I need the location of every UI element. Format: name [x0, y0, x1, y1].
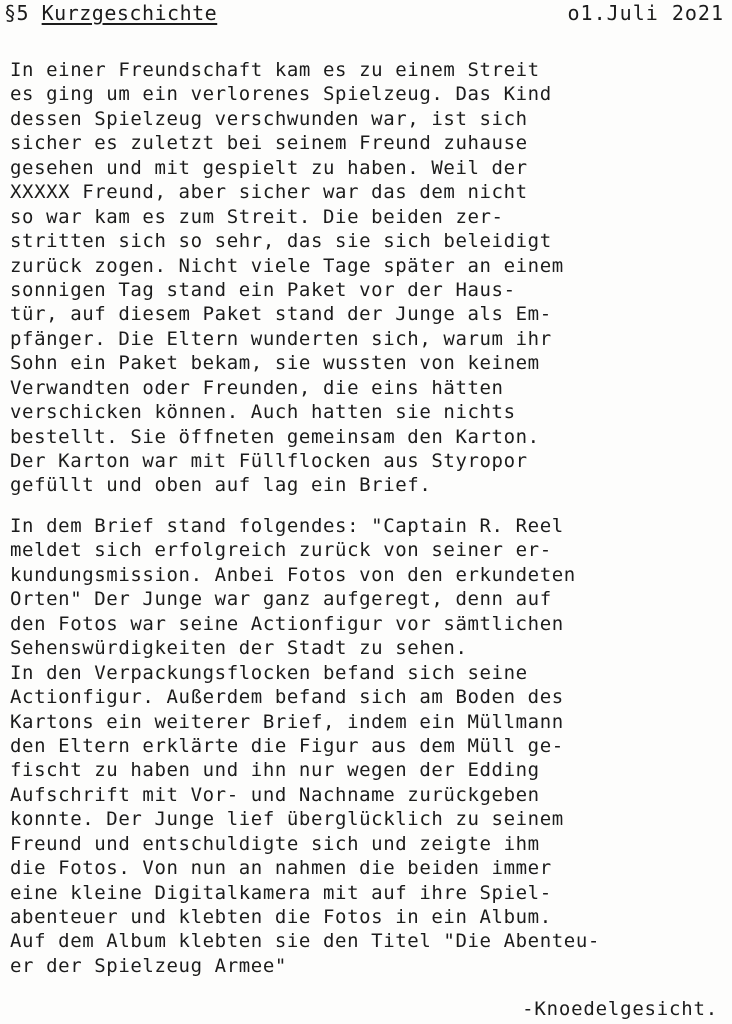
story-paragraph-1	[10, 58, 726, 498]
text-line: Der Karton war mit Füllflocken aus Styropor	[10, 450, 528, 472]
text-line: Orten" Der Junge war ganz aufgeregt, denn auf	[10, 588, 552, 611]
text-line: den Fotos war seine Actionfigur vor sämtlichen	[10, 612, 564, 635]
text-line: XXXXX Freund, aber sicher war das dem nicht	[10, 181, 528, 204]
author-signature: -Knoedelgesicht.	[522, 998, 718, 1020]
section-number: §5	[4, 1, 30, 25]
page-header	[4, 0, 728, 26]
text-line: meldet sich erfolgreich zurück von seiner er-	[10, 539, 552, 562]
text-line: eine kleine Digitalkamera mit auf ihre Spiel-	[10, 881, 552, 904]
story-paragraph-2	[10, 514, 726, 978]
text-line: verschicken können. Auch hatten sie nichts	[10, 401, 516, 424]
text-line: stritten sich so sehr, das sie sich beleidigt	[10, 230, 552, 253]
text-line: er der Spielzeug Armee"	[10, 954, 287, 977]
text-line: dessen Spielzeug verschwunden war, ist sich	[10, 107, 528, 130]
text-line: Auf dem Album klebten sie den Titel "Die Abenteu-	[10, 930, 600, 953]
text-line: die Fotos. Von nun an nahmen die beiden immer	[10, 857, 552, 880]
text-line: Kartons ein weiterer Brief, indem ein Müllmann	[10, 710, 564, 733]
text-line: Freund und entschuldigte sich und zeigte ihm	[10, 832, 540, 855]
text-line: In dem Brief stand folgendes: "Captain R. Reel	[10, 515, 564, 537]
text-line: In einer Freundschaft kam es zu einem Streit	[10, 59, 540, 81]
text-line: abenteuer und klebten die Fotos in ein Album.	[10, 906, 552, 928]
text-line: tür, auf diesem Paket stand der Junge als Em-	[10, 303, 552, 326]
text-line: kundungsmission. Anbei Fotos von den erkundeten	[10, 563, 576, 586]
text-line: es ging um ein verlorenes Spielzeug. Das Kind	[10, 83, 552, 106]
text-line: gefüllt und oben auf lag ein Brief.	[10, 474, 432, 497]
text-line: Sohn ein Paket bekam, sie wussten von keinem	[10, 352, 540, 375]
text-line: fischt zu haben und ihn nur wegen der Edding	[10, 759, 540, 782]
text-line: Sehenswürdigkeiten der Stadt zu sehen.	[10, 637, 468, 660]
text-line: zurück zogen. Nicht viele Tage später an einem	[10, 254, 564, 277]
text-line: Verwandten oder Freunden, die eins hätten	[10, 376, 504, 399]
text-line: sonnigen Tag stand ein Paket vor der Haus-	[10, 278, 516, 301]
text-line: so war kam es zum Streit. Die beiden zer-	[10, 205, 504, 228]
section-title: Kurzgeschichte	[41, 1, 218, 25]
text-line: pfänger. Die Eltern wunderten sich, warum ihr	[10, 327, 552, 350]
text-line: Aufschrift mit Vor- und Nachname zurückgeben	[10, 783, 540, 806]
document-date: o1.Juli 2o21	[567, 1, 724, 25]
text-line: gesehen und mit gespielt zu haben. Weil der	[10, 156, 528, 179]
section-heading	[4, 0, 217, 26]
text-line: konnte. Der Junge lief überglücklich zu seinem	[10, 808, 564, 831]
text-line: Actionfigur. Außerdem befand sich am Boden des	[10, 686, 564, 709]
text-line: den Eltern erklärte die Figur aus dem Müll ge-	[10, 734, 564, 757]
text-line: In den Verpackungsflocken befand sich seine	[10, 661, 528, 684]
text-line: sicher es zuletzt bei seinem Freund zuhause	[10, 132, 528, 155]
text-line: bestellt. Sie öffneten gemeinsam den Karton.	[10, 425, 540, 448]
